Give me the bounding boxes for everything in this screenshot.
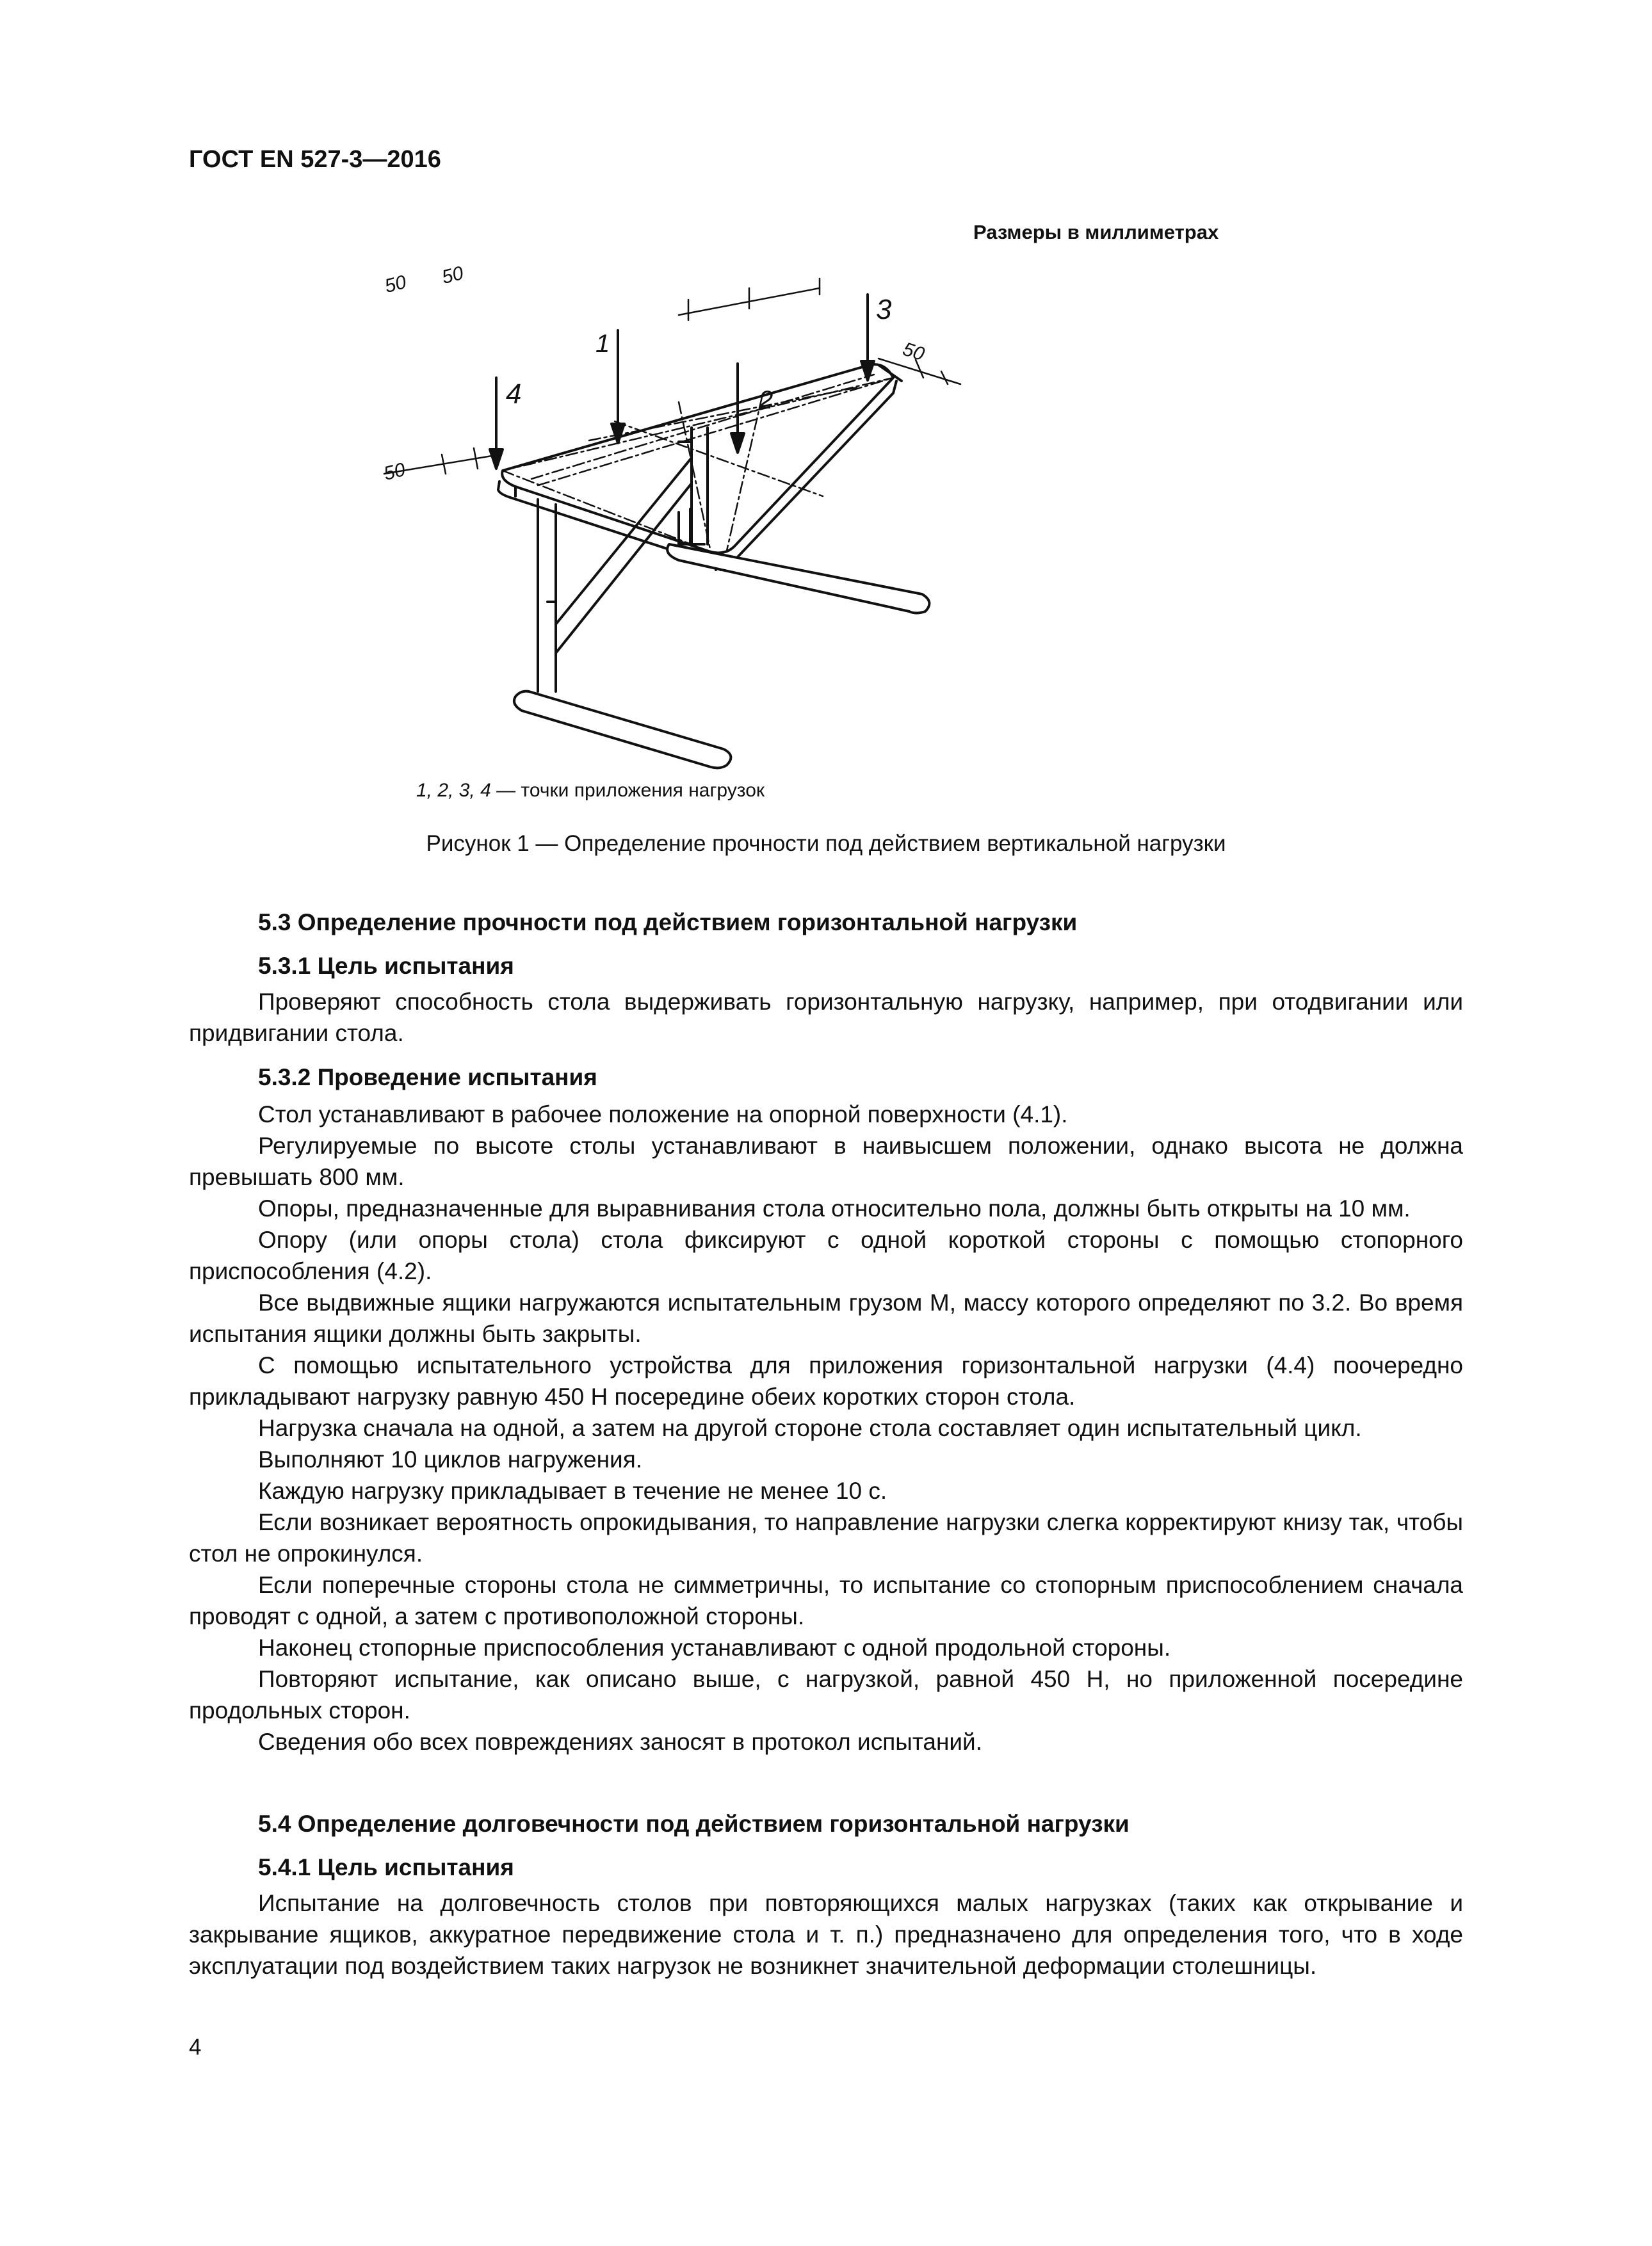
paragraph: Все выдвижные ящики нагружаются испытательным грузом М, массу которого определяют по 3.2. Во время испытания ящики должны быть закрыты.	[189, 1289, 1463, 1347]
dimension-label-top-b: 50	[439, 262, 466, 289]
figure-legend	[416, 780, 765, 802]
paragraph: Опоры, предназначенные для выравнивания стола относительно пола, должны быть открыты на 10 мм.	[258, 1195, 1411, 1222]
load-point-3-label: 3	[876, 294, 892, 325]
paragraph: С помощью испытательного устройства для приложения горизонтальной нагрузки (4.4) поочередно прикладывают нагрузку равную 450 Н посередине обеих коротких сторон стола.	[189, 1352, 1463, 1410]
dimension-label-right: 50	[900, 338, 927, 366]
section-5-3-2-title: 5.3.2 Проведение испытания	[258, 1064, 597, 1090]
dimensions-note: Размеры в миллиметрах	[973, 221, 1219, 243]
paragraph: Выполняют 10 циклов нагружения.	[258, 1446, 643, 1473]
section-5-3-2-body	[189, 1099, 1463, 1757]
document-header: ГОСТ EN 527-3—2016	[189, 146, 441, 173]
paragraph: Если поперечные стороны стола не симметричны, то испытание со стопорным приспособлением сначала проводят с одной, а затем с противоположной стороны.	[189, 1572, 1463, 1629]
paragraph: Если возникает вероятность опрокидывания, то направление нагрузки слегка корректируют книзу так, чтобы стол не опрокинулся.	[189, 1509, 1463, 1567]
dimension-label-top-a: 50	[382, 271, 409, 298]
table-load-diagram	[381, 262, 1274, 781]
table-top	[498, 364, 902, 570]
section-5-3-1-text	[189, 986, 1463, 1049]
section-5-4-1-title: 5.4.1 Цель испытания	[258, 1854, 514, 1880]
section-5-4-1-text	[189, 1887, 1463, 1982]
paragraph: Проверяют способность стола выдерживать горизонтальную нагрузку, например, при отодвигании или придвигании стола.	[189, 989, 1463, 1046]
legend-points: 1, 2, 3, 4	[416, 780, 491, 801]
load-point-4-label: 4	[506, 378, 522, 410]
paragraph: Опору (или опоры стола) стола фиксируют с одной короткой стороны с помощью стопорного приспособления (4.2).	[189, 1227, 1463, 1284]
load-point-1-label: 1	[595, 330, 610, 358]
paragraph: Повторяют испытание, как описано выше, с нагрузкой, равной 450 Н, но приложенной посередине продольных сторон.	[189, 1666, 1463, 1724]
legend-text: — точки приложения нагрузок	[496, 780, 765, 801]
section-5-3-title: 5.3 Определение прочности под действием горизонтальной нагрузки	[258, 909, 1078, 935]
paragraph: Испытание на долговечность столов при повторяющихся малых нагрузках (таких как открывание и закрывание ящиков, аккуратное передвижение стола и т. п.) предназначено для определения того, что в ходе эксплуатации под воздействием таких нагрузок не возникнет значительной деформации столешницы.	[189, 1890, 1463, 1979]
figure-caption: Рисунок 1 — Определение прочности под действием вертикальной нагрузки	[426, 831, 1226, 856]
page-number: 4	[189, 2035, 202, 2060]
load-point-2-label: 2	[759, 386, 773, 414]
arrow-head-icon	[490, 449, 503, 469]
paragraph: Сведения обо всех повреждениях заносят в протокол испытаний.	[258, 1729, 982, 1755]
paragraph: Каждую нагрузку прикладывает в течение не менее 10 с.	[258, 1478, 887, 1504]
dimension-label-left: 50	[381, 458, 408, 485]
paragraph: Регулируемые по высоте столы устанавливают в наивысшем положении, однако высота не должна превышать 800 мм.	[189, 1133, 1463, 1190]
paragraph: Нагрузка сначала на одной, а затем на другой стороне стола составляет один испытательный цикл.	[258, 1415, 1362, 1441]
section-5-4-title: 5.4 Определение долговечности под действием горизонтальной нагрузки	[258, 1811, 1130, 1837]
paragraph: Стол устанавливают в рабочее положение на опорной поверхности (4.1).	[258, 1101, 1068, 1127]
paragraph: Наконец стопорные приспособления устанавливают с одной продольной стороны.	[258, 1635, 1171, 1661]
section-5-3-1-title: 5.3.1 Цель испытания	[258, 953, 514, 979]
